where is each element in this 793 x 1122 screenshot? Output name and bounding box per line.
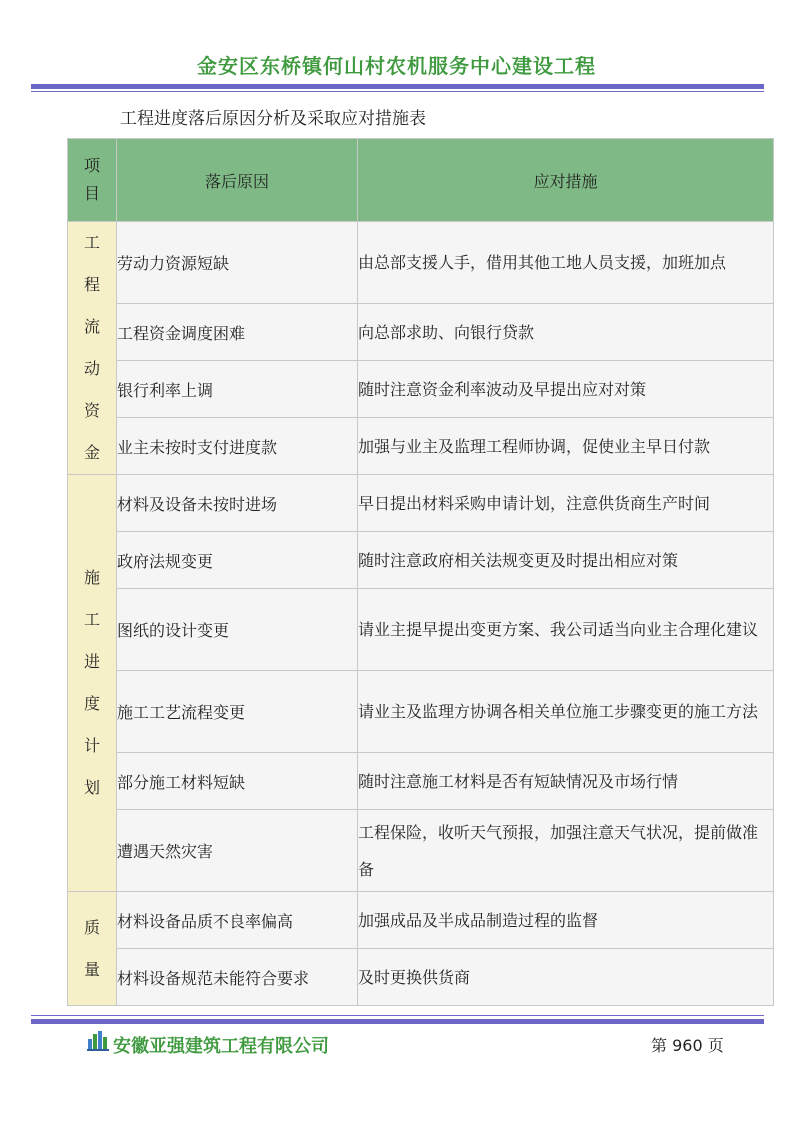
measure-cell: 加强成品及半成品制造过程的监督 [358, 892, 774, 949]
measure-cell: 随时注意施工材料是否有短缺情况及市场行情 [358, 753, 774, 810]
table-row [68, 304, 774, 361]
header-reason-label: 落后原因 [204, 171, 269, 191]
category-cell [68, 475, 117, 892]
table-header-row [68, 139, 774, 222]
table-row [68, 222, 774, 304]
measure-cell: 请业主及监理方协调各相关单位施工步骤变更的施工方法 [358, 671, 774, 753]
category-label: 施 工 进 度 计 划 [83, 568, 100, 797]
header-divider-thin [31, 91, 764, 92]
measure-cell: 早日提出材料采购申请计划，注意供货商生产时间 [358, 475, 774, 532]
header-cell-reason [117, 139, 358, 222]
reason-cell: 遭遇天然灾害 [117, 810, 358, 892]
measure-cell: 随时注意资金利率波动及早提出应对对策 [358, 361, 774, 418]
header-cell-item [68, 139, 117, 222]
page-number: 第 960 页 [651, 1036, 724, 1055]
measure-cell: 请业主提早提出变更方案、我公司适当向业主合理化建议 [358, 589, 774, 671]
measure-cell: 工程保险，收听天气预报，加强注意天气状况，提前做准备 [358, 810, 774, 892]
reason-cell: 材料设备品质不良率偏高 [117, 892, 358, 949]
reason-cell: 图纸的设计变更 [117, 589, 358, 671]
company-logo-icon [87, 1031, 109, 1051]
table-row [68, 753, 774, 810]
measure-cell: 及时更换供货商 [358, 949, 774, 1006]
reason-cell: 业主未按时支付进度款 [117, 418, 358, 475]
table-row [68, 892, 774, 949]
table-row [68, 949, 774, 1006]
delay-measures-table [67, 138, 774, 1006]
table-body [68, 222, 774, 1006]
footer-divider-thin [31, 1015, 764, 1016]
header-cell-measure [358, 139, 774, 222]
table-row [68, 418, 774, 475]
table-row [68, 361, 774, 418]
reason-cell: 材料设备规范未能符合要求 [117, 949, 358, 1006]
header-divider-thick [31, 84, 764, 89]
reason-cell: 银行利率上调 [117, 361, 358, 418]
reason-cell: 部分施工材料短缺 [117, 753, 358, 810]
table-title: 工程进度落后原因分析及采取应对措施表 [120, 109, 426, 129]
measure-cell: 随时注意政府相关法规变更及时提出相应对策 [358, 532, 774, 589]
table-row [68, 589, 774, 671]
header-item-label: 项 目 [83, 156, 100, 203]
reason-cell: 材料及设备未按时进场 [117, 475, 358, 532]
measure-cell: 由总部支援人手，借用其他工地人员支援，加班加点 [358, 222, 774, 304]
table-row [68, 671, 774, 753]
reason-cell: 施工工艺流程变更 [117, 671, 358, 753]
category-cell [68, 222, 117, 475]
table-row [68, 532, 774, 589]
category-label: 质 量 [83, 917, 100, 979]
measure-cell: 加强与业主及监理工程师协调，促使业主早日付款 [358, 418, 774, 475]
reason-cell: 政府法规变更 [117, 532, 358, 589]
table-row [68, 475, 774, 532]
reason-cell: 工程资金调度困难 [117, 304, 358, 361]
category-cell [68, 892, 117, 1006]
footer-company-name: 安徽亚强建筑工程有限公司 [113, 1036, 329, 1057]
footer-divider-thick [31, 1019, 764, 1024]
document-header-title: 金安区东桥镇何山村农机服务中心建设工程 [197, 54, 596, 78]
category-label: 工 程 流 动 资 金 [83, 233, 100, 462]
measure-cell: 向总部求助、向银行贷款 [358, 304, 774, 361]
table-row [68, 810, 774, 892]
reason-cell: 劳动力资源短缺 [117, 222, 358, 304]
header-measure-label: 应对措施 [533, 171, 598, 191]
